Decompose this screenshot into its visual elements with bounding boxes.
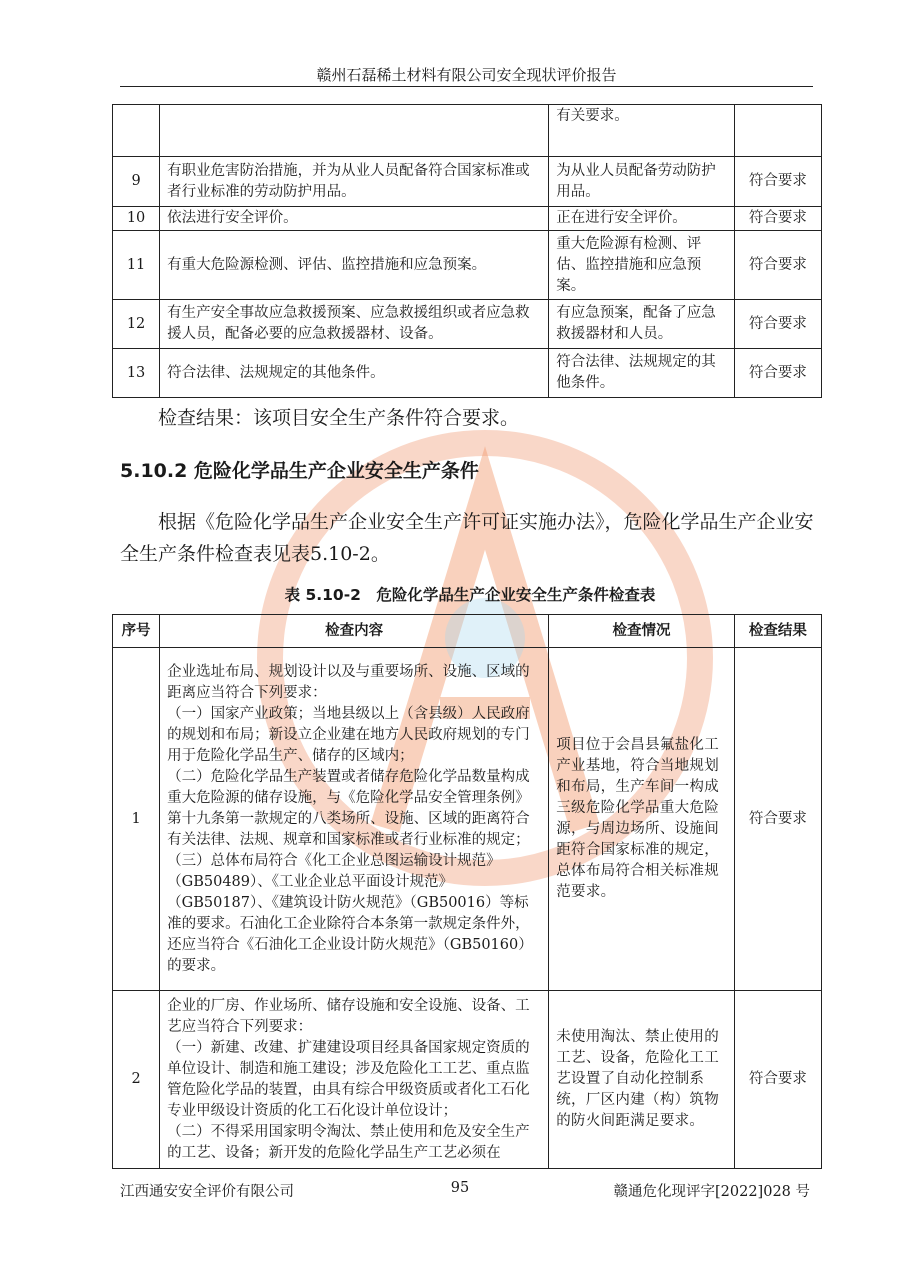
intro-paragraph: 根据《危险化学品生产企业安全生产许可证实施办法》，危险化学品生产企业安全生产条件检查表见表5.10-2。 (120, 511, 814, 565)
row-number: 9 (113, 157, 160, 207)
table-row (113, 105, 822, 157)
row-result (734, 105, 821, 157)
continuation-table (112, 104, 822, 398)
row-number: 13 (113, 349, 160, 398)
table-header-row (113, 615, 822, 648)
content-line: （二）不得采用国家明令淘汰、禁止使用和危及安全生产的工艺、设备；新开发的危险化学品生产工艺必须在 (167, 1123, 530, 1161)
row-status: 为从业人员配备劳动防护用品。 (549, 157, 735, 207)
footer-doc-number: 赣通危化现评字[2022]028 号 (613, 1184, 810, 1200)
row-number: 12 (113, 300, 160, 349)
content-line: （三）总体布局符合《化工企业总图运输设计规范》（GB50489）、《工业企业总平面设计规范》（GB50187）、《建筑设计防火规范》（GB50016）等标准的要求。石油化工企业除符合本条第一款规定条件外，还应当符合《石油化工企业设计防火规范》（GB50160）的要求。 (167, 852, 533, 974)
page-header: 赣州石磊稀土材料有限公司安全现状评价报告 (120, 64, 813, 87)
row-content (160, 648, 549, 991)
row-result: 符合要求 (734, 157, 821, 207)
table-row (113, 300, 822, 349)
row-content: 有生产安全事故应急救援预案、应急救援组织或者应急救援人员，配备必要的应急救援器材、设备。 (160, 300, 549, 349)
table-caption: 表 5.10-2 危险化学品生产企业安全生产条件检查表 (284, 586, 656, 604)
row-content: 有职业危害防治措施，并为从业人员配备符合国家标准或者行业标准的劳动防护用品。 (160, 157, 549, 207)
header-content: 检查内容 (160, 615, 549, 648)
row-result: 符合要求 (734, 231, 821, 300)
content-line: 企业的厂房、作业场所、储存设施和安全设施、设备、工艺应当符合下列要求： (167, 997, 530, 1035)
row-content: 依法进行安全评价。 (160, 207, 549, 231)
table-row (113, 157, 822, 207)
table-row (113, 231, 822, 300)
row-result: 符合要求 (734, 207, 821, 231)
row-number: 11 (113, 231, 160, 300)
table-row (113, 991, 822, 1169)
row-content: 符合法律、法规规定的其他条件。 (160, 349, 549, 398)
check-result-text: 检查结果：该项目安全生产条件符合要求。 (158, 407, 520, 429)
table-row (113, 648, 822, 991)
content-line: （一）国家产业政策；当地县级以上（含县级）人民政府的规划和布局；新设立企业建在地方人民政府规划的专门用于危险化学品生产、储存的区域内； (167, 705, 530, 764)
footer-page-number: 95 (450, 1180, 470, 1196)
row-status: 重大危险源有检测、评估、监控措施和应急预案。 (549, 231, 735, 300)
content-line: 企业选址布局、规划设计以及与重要场所、设施、区域的距离应当符合下列要求： (167, 663, 530, 701)
row-status: 正在进行安全评价。 (549, 207, 735, 231)
footer-company: 江西通安安全评价有限公司 (120, 1184, 294, 1200)
row-result: 符合要求 (734, 991, 821, 1169)
row-status: 符合法律、法规规定的其他条件。 (549, 349, 735, 398)
row-content: 有重大危险源检测、评估、监控措施和应急预案。 (160, 231, 549, 300)
content-line: （二）危险化学品生产装置或者储存危险化学品数量构成重大危险源的储存设施，与《危险化学品安全管理条例》第十九条第一款规定的八类场所、设施、区域的距离符合有关法律、法规、规章和国家标准或者行业标准的规定； (167, 768, 530, 848)
row-status: 未使用淘汰、禁止使用的工艺、设备，危险化工工艺设置了自动化控制系统，厂区内建（构）筑物的防火间距满足要求。 (549, 991, 735, 1169)
table-row (113, 207, 822, 231)
check-table (112, 614, 822, 1169)
row-result: 符合要求 (734, 648, 821, 991)
row-number: 10 (113, 207, 160, 231)
header-no: 序号 (113, 615, 160, 648)
row-status: 有关要求。 (549, 105, 735, 157)
row-status: 项目位于会昌县氟盐化工产业基地，符合当地规划和布局，生产车间一构成三级危险化学品重大危险源，与周边场所、设施间距符合国家标准的规定，总体布局符合相关标准规范要求。 (549, 648, 735, 991)
header-status: 检查情况 (549, 615, 735, 648)
row-number: 2 (113, 991, 160, 1169)
content-line: （一）新建、改建、扩建建设项目经具备国家规定资质的单位设计、制造和施工建设；涉及危险化工工艺、重点监管危险化学品的装置，由具有综合甲级资质或者化工石化专业甲级设计资质的化工石化设计单位设计； (167, 1039, 530, 1119)
row-result: 符合要求 (734, 300, 821, 349)
row-content (160, 105, 549, 157)
row-number (113, 105, 160, 157)
row-status: 有应急预案，配备了应急救援器材和人员。 (549, 300, 735, 349)
row-content (160, 991, 549, 1169)
section-title: 5.10.2 危险化学品生产企业安全生产条件 (120, 460, 479, 482)
row-result: 符合要求 (734, 349, 821, 398)
header-result: 检查结果 (734, 615, 821, 648)
table-row (113, 349, 822, 398)
row-number: 1 (113, 648, 160, 991)
